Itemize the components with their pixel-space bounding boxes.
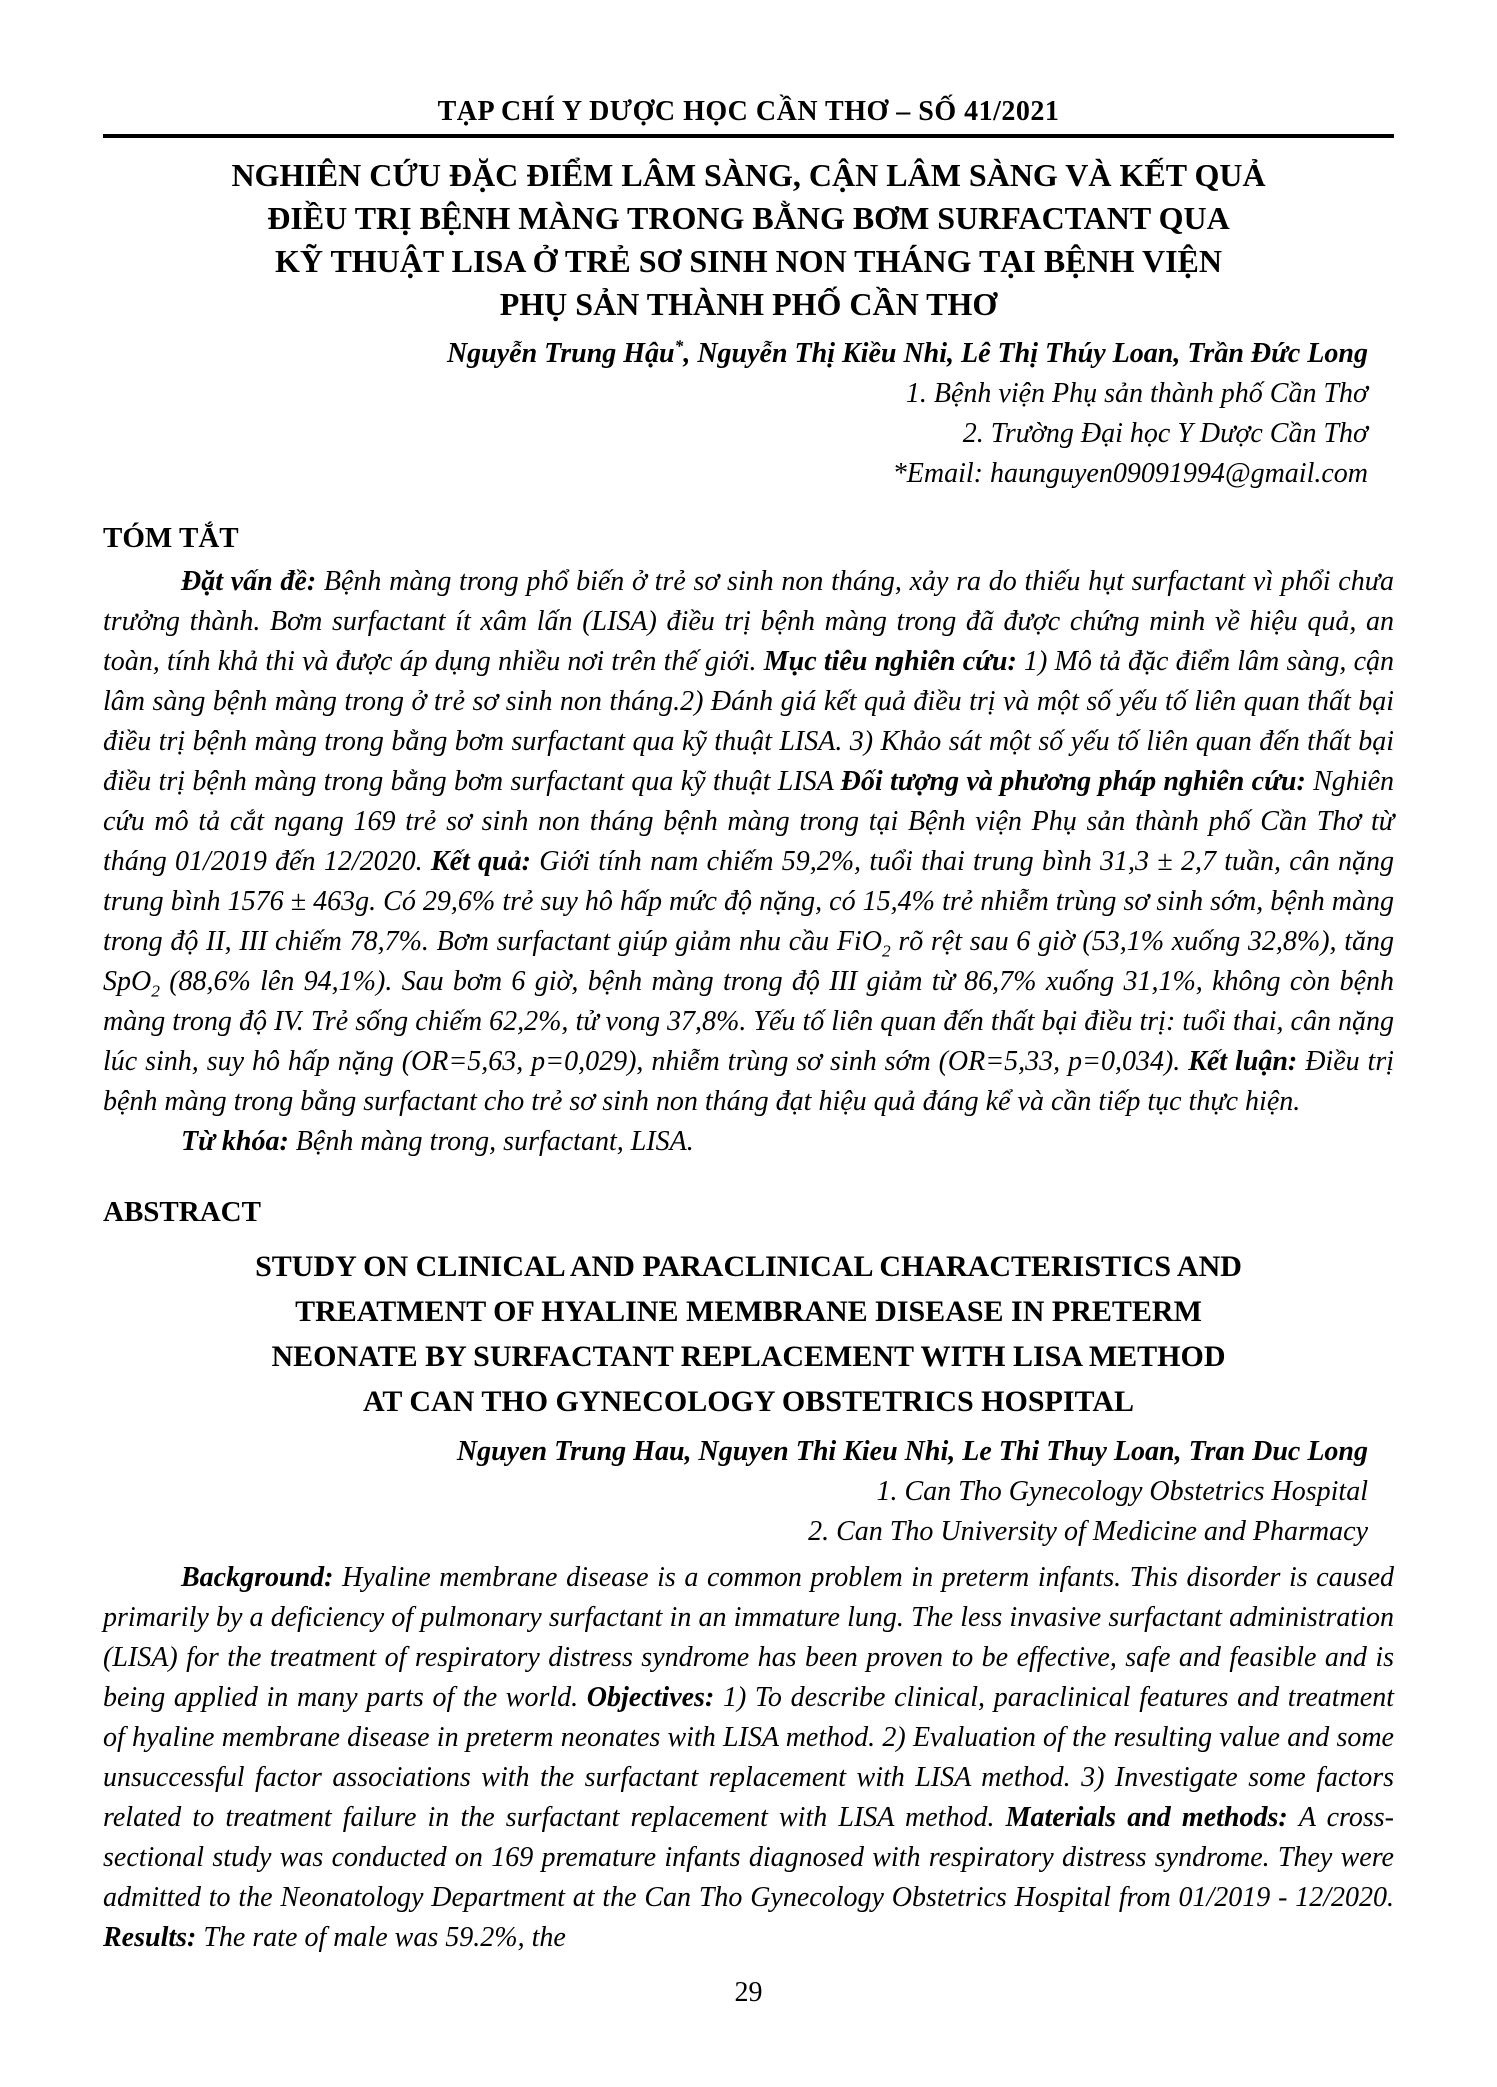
bold-run: Results: — [103, 1922, 204, 1954]
line: *Email: haunguyen09091994@gmail.com — [892, 458, 1368, 490]
text-run: Nghiên cứu mô tả cắt ngang 169 trẻ sơ sinh non tháng bệnh màng trong tại Bệnh viện Phụ sản thành phố Cần Thơ từ tháng 01/2019 đến 12/2020. — [103, 766, 1394, 878]
text-run: The rate of male was 59.2%, the — [203, 1922, 566, 1954]
text-run: Điều trị bệnh màng trong bằng surfactant cho trẻ sơ sinh non tháng đạt hiệu quả đáng kể và cần tiếp tục thực hiện. — [103, 1046, 1394, 1118]
text-run: Bệnh màng trong phổ biến ở trẻ sơ sinh non tháng, xảy ra do thiếu hụt surfactant vì phổi chưa trưởng thành. Bơm surfactant ít xâm lấn (LISA) điều trị bệnh màng trong đã được chứng minh về hiệu quả, an toàn, tính khả thi và được áp dụng nhiều nơi trên thế giới. — [103, 566, 1394, 678]
text-run: 1) To describe clinical, paraclinical features and treatment of hyaline membrane disease in preterm neonates with LISA method. 2) Evaluation of the resulting value and some unsuccessful factor associations with the surfactant replacement with LISA method. 3) Investigate some factors related to treatment failure in the surfactant replacement with LISA method. — [103, 1682, 1394, 1834]
text-run: rõ rệt sau 6 giờ (53,1% xuống 32,8%), tăng SpO — [103, 926, 1395, 998]
bold-run: Background: — [181, 1562, 343, 1594]
keywords-line — [103, 1122, 1394, 1162]
line: NEONATE BY SURFACTANT REPLACEMENT WITH LISA METHOD — [271, 1340, 1226, 1374]
bold-run: Từ khóa: — [181, 1126, 296, 1158]
line: 2. Trường Đại học Y Dược Cần Thơ — [962, 418, 1368, 450]
line: STUDY ON CLINICAL AND PARACLINICAL CHARACTERISTICS AND — [255, 1250, 1242, 1284]
line: AT CAN THO GYNECOLOGY OBSTETRICS HOSPITAL — [362, 1385, 1134, 1419]
text-run: , Nguyễn Thị Kiều Nhi, Lê Thị Thúy Loan, Trần Đức Long — [683, 338, 1368, 370]
text-run: A cross-sectional study was conducted on 169 premature infants diagnosed with respiratory distress syndrome. They were admitted to the Neonatology Department at the Can Tho Gynecology Obstetrics Hospital from 01/2019 - 12/2020. — [103, 1802, 1395, 1914]
bold-run: Kết luận: — [1188, 1046, 1306, 1078]
affiliations-vi — [103, 374, 1394, 494]
line: TREATMENT OF HYALINE MEMBRANE DISEASE IN PRETERM — [295, 1295, 1202, 1329]
bold-run: Materials and methods: — [1005, 1802, 1299, 1834]
authors-en: Nguyen Trung Hau, Nguyen Thi Kieu Nhi, Le Thi Thuy Loan, Tran Duc Long — [456, 1436, 1368, 1468]
bold-run: Đối tượng và phương pháp nghiên cứu: — [840, 766, 1314, 798]
line: NGHIÊN CỨU ĐẶC ĐIỂM LÂM SÀNG, CẬN LÂM SÀNG VÀ KẾT QUẢ — [231, 157, 1266, 194]
article-title-vi — [103, 154, 1394, 326]
tom-tat-heading: TÓM TẮT — [103, 522, 239, 555]
bold-run: Mục tiêu nghiên cứu: — [763, 646, 1024, 678]
text-run: 2 — [881, 941, 891, 961]
line: ĐIỀU TRỊ BỆNH MÀNG TRONG BẰNG BƠM SURFACTANT QUA — [267, 200, 1230, 237]
bold-run: Đặt vấn đề: — [181, 566, 324, 598]
bold-run: Objectives: — [586, 1682, 723, 1714]
line: 1. Bệnh viện Phụ sản thành phố Cần Thơ — [905, 378, 1368, 410]
affiliations-en — [103, 1472, 1394, 1552]
text-run: Bệnh màng trong, surfactant, LISA. — [295, 1126, 694, 1158]
line: KỸ THUẬT LISA Ở TRẺ SƠ SINH NON THÁNG TẠI BỆNH VIỆN — [275, 243, 1222, 280]
text-run: 2 — [151, 981, 160, 1001]
text-run: Giới tính nam chiếm 59,2%, tuổi thai trung bình 31,3 ± 2,7 tuần, cân nặng trung bình 1576 ± 463g. Có 29,6% trẻ suy hô hấp mức độ nặng, có 15,4% trẻ nhiễm trùng sơ sinh sớm, bệnh màng trong độ II, III chiếm 78,7%. Bơm surfactant giúp giảm nhu cầu FiO — [103, 846, 1394, 958]
authors-vi — [103, 334, 1394, 374]
journal-header: TẠP CHÍ Y DƯỢC HỌC CẦN THƠ – SỐ 41/2021 — [437, 96, 1060, 127]
page-number: 29 — [734, 1977, 763, 2008]
header-divider — [103, 134, 1394, 138]
abstract-heading: ABSTRACT — [103, 1196, 261, 1229]
text-run: (88,6% lên 94,1%). Sau bơm 6 giờ, bệnh màng trong độ III giảm từ 86,7% xuống 31,1%, không còn bệnh màng trong độ IV. Trẻ sống chiếm 62,2%, tử vong 37,8%. Yếu tố liên quan đến thất bại điều trị: tuổi thai, cân nặng lúc sinh, suy hô hấp nặng (OR=5,63, p=0,029), nhiễm trùng sơ sinh sớm (OR=5,33, p=0,034). — [103, 966, 1394, 1078]
text-run: Hyaline membrane disease is a common problem in preterm infants. This disorder is caused primarily by a deficiency of pulmonary surfactant in an immature lung. The less invasive surfactant administration (LISA) for the treatment of respiratory distress syndrome has been proven to be effective, safe and feasible and is being applied in many parts of the world. — [103, 1562, 1394, 1714]
line: 2. Can Tho University of Medicine and Pharmacy — [808, 1516, 1368, 1548]
tom-tat-paragraph — [103, 562, 1394, 1122]
text-run: * — [674, 336, 684, 356]
abstract-en-paragraph — [103, 1558, 1394, 1958]
line: PHỤ SẢN THÀNH PHỐ CẦN THƠ — [499, 286, 998, 323]
article-title-en — [103, 1244, 1394, 1424]
bold-run: Kết quả: — [430, 846, 540, 878]
line: 1. Can Tho Gynecology Obstetrics Hospital — [876, 1476, 1368, 1508]
text-run: 1) Mô tả đặc điểm lâm sàng, cận lâm sàng bệnh màng trong ở trẻ sơ sinh non tháng.2) Đánh giá kết quả điều trị và một số yếu tố liên quan thất bại điều trị bệnh màng trong bằng bơm surfactant qua kỹ thuật LISA. 3) Khảo sát một số yếu tố liên quan đến thất bại điều trị bệnh màng trong bằng bơm surfactant qua kỹ thuật LISA — [103, 646, 1394, 798]
text-run: Nguyễn Trung Hậu — [446, 338, 675, 370]
